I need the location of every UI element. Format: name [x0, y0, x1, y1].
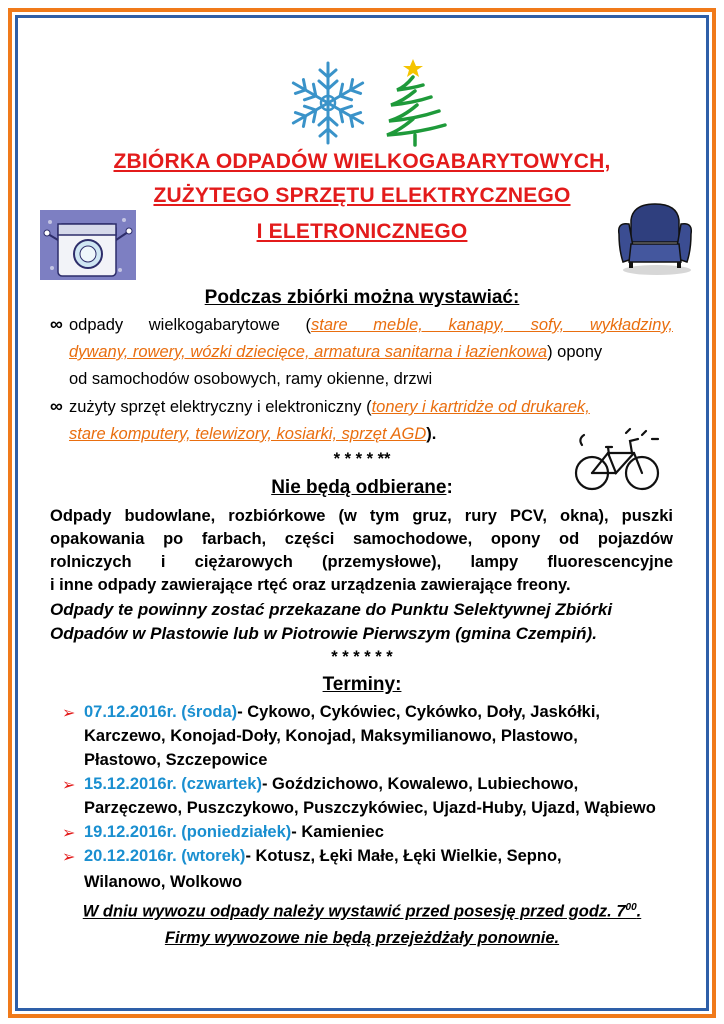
separator-1: * * * * ** [333, 450, 391, 468]
not-collected-note-1: Odpady te powinny zostać przekazane do Punktu Selektywnej Zbiórki [50, 600, 613, 619]
footer-line-2: Firmy wywozowe nie będą przejeżdżały ponownie. [164, 929, 560, 947]
not-collected-line-1: Odpady budowlane, rozbiórkowe (w tym gruz, rury PCV, okna), puszki [50, 507, 673, 525]
allowed-item-2-line-2: stare komputery, telewizory, kosiarki, sprzęt AGD). [69, 425, 437, 443]
allowed-item-1-line-2: dywany, rowery, wózki dziecięce, armatura sanitarna i łazienkowa) opony [69, 343, 603, 361]
not-collected-heading: Nie będą odbierane: [271, 477, 453, 498]
title-line-3: I ELETRONICZNEGO [256, 220, 468, 243]
allowed-item-2-line-1: zużyty sprzęt elektryczny i elektroniczny (tonery i kartridże od drukarek, [69, 398, 590, 416]
separator-2: * * * * * * [331, 648, 393, 666]
title-line-1: ZBIÓRKA ODPADÓW WIELKOGABARYTOWYCH, [113, 150, 611, 173]
schedule-heading: Terminy: [322, 674, 402, 695]
schedule-item-4-line-1: 20.12.2016r. (wtorek)- Kotusz, Łęki Małe, Łęki Wielkie, Sepno, [84, 847, 562, 865]
schedule-item-1-line-1: 07.12.2016r. (środa)- Cykowo, Cykówiec, Cykówko, Doły, Jaskółki, [84, 703, 601, 721]
title-line-2: ZUŻYTEGO SPRZĘTU ELEKTRYCZNEGO [153, 184, 571, 207]
schedule-item-4-line-2: Wilanowo, Wolkowo [84, 873, 243, 891]
not-collected-line-3: rolniczych i ciężarowych (przemysłowe), lampy fluorescencyjne [50, 553, 673, 571]
footer-line-1: W dniu wywozu odpady należy wystawić przed posesję przed godz. $7^{00}$. [82, 902, 642, 921]
allowed-heading [0, 287, 724, 309]
allowed-item-1-line-3: od samochodów osobowych, ramy okienne, drzwi [69, 370, 433, 388]
snowflake-icon [278, 58, 378, 148]
schedule-item-1-line-2: Karczewo, Konojad-Doły, Konojad, Maksymilianowo, Plastowo, [84, 727, 578, 745]
christmas-tree-icon [383, 57, 451, 149]
arrow-bullet-icon: ➢ [62, 825, 76, 842]
arrow-bullet-icon: ➢ [62, 849, 76, 866]
schedule-item-1-line-3: Płastowo, Szczepowice [84, 751, 268, 769]
infinity-bullet-icon: ∞ [50, 314, 63, 334]
schedule-item-2-line-1: 15.12.2016r. (czwartek)- Goździchowo, Kowalewo, Lubiechowo, [84, 775, 579, 793]
schedule-item-3-line-1: 19.12.2016r. (poniedziałek)- Kamieniec [84, 823, 384, 841]
arrow-bullet-icon: ➢ [62, 705, 76, 722]
allowed-heading-text: Podczas zbiórki można wystawiać: [204, 287, 520, 308]
infinity-bullet-icon: ∞ [50, 396, 63, 416]
not-collected-note-2: Odpadów w Plastowie lub w Piotrowie Pierwszym (gmina Czempiń). [50, 624, 597, 643]
not-collected-line-2: opakowania po farbach, części samochodowe, opony od pojazdów [50, 530, 673, 548]
arrow-bullet-icon: ➢ [62, 777, 76, 794]
schedule-item-2-line-2: Parzęczewo, Puszczykowo, Puszczykówiec, Ujazd-Huby, Ujazd, Wąbiewo [84, 799, 656, 817]
not-collected-line-4: i inne odpady zawierające rtęć oraz urządzenia zawierające freony. [50, 576, 571, 594]
allowed-item-1-line-1: odpady wielkogabarytowe (stare meble, kanapy, sofy, wykładziny, [69, 316, 673, 334]
